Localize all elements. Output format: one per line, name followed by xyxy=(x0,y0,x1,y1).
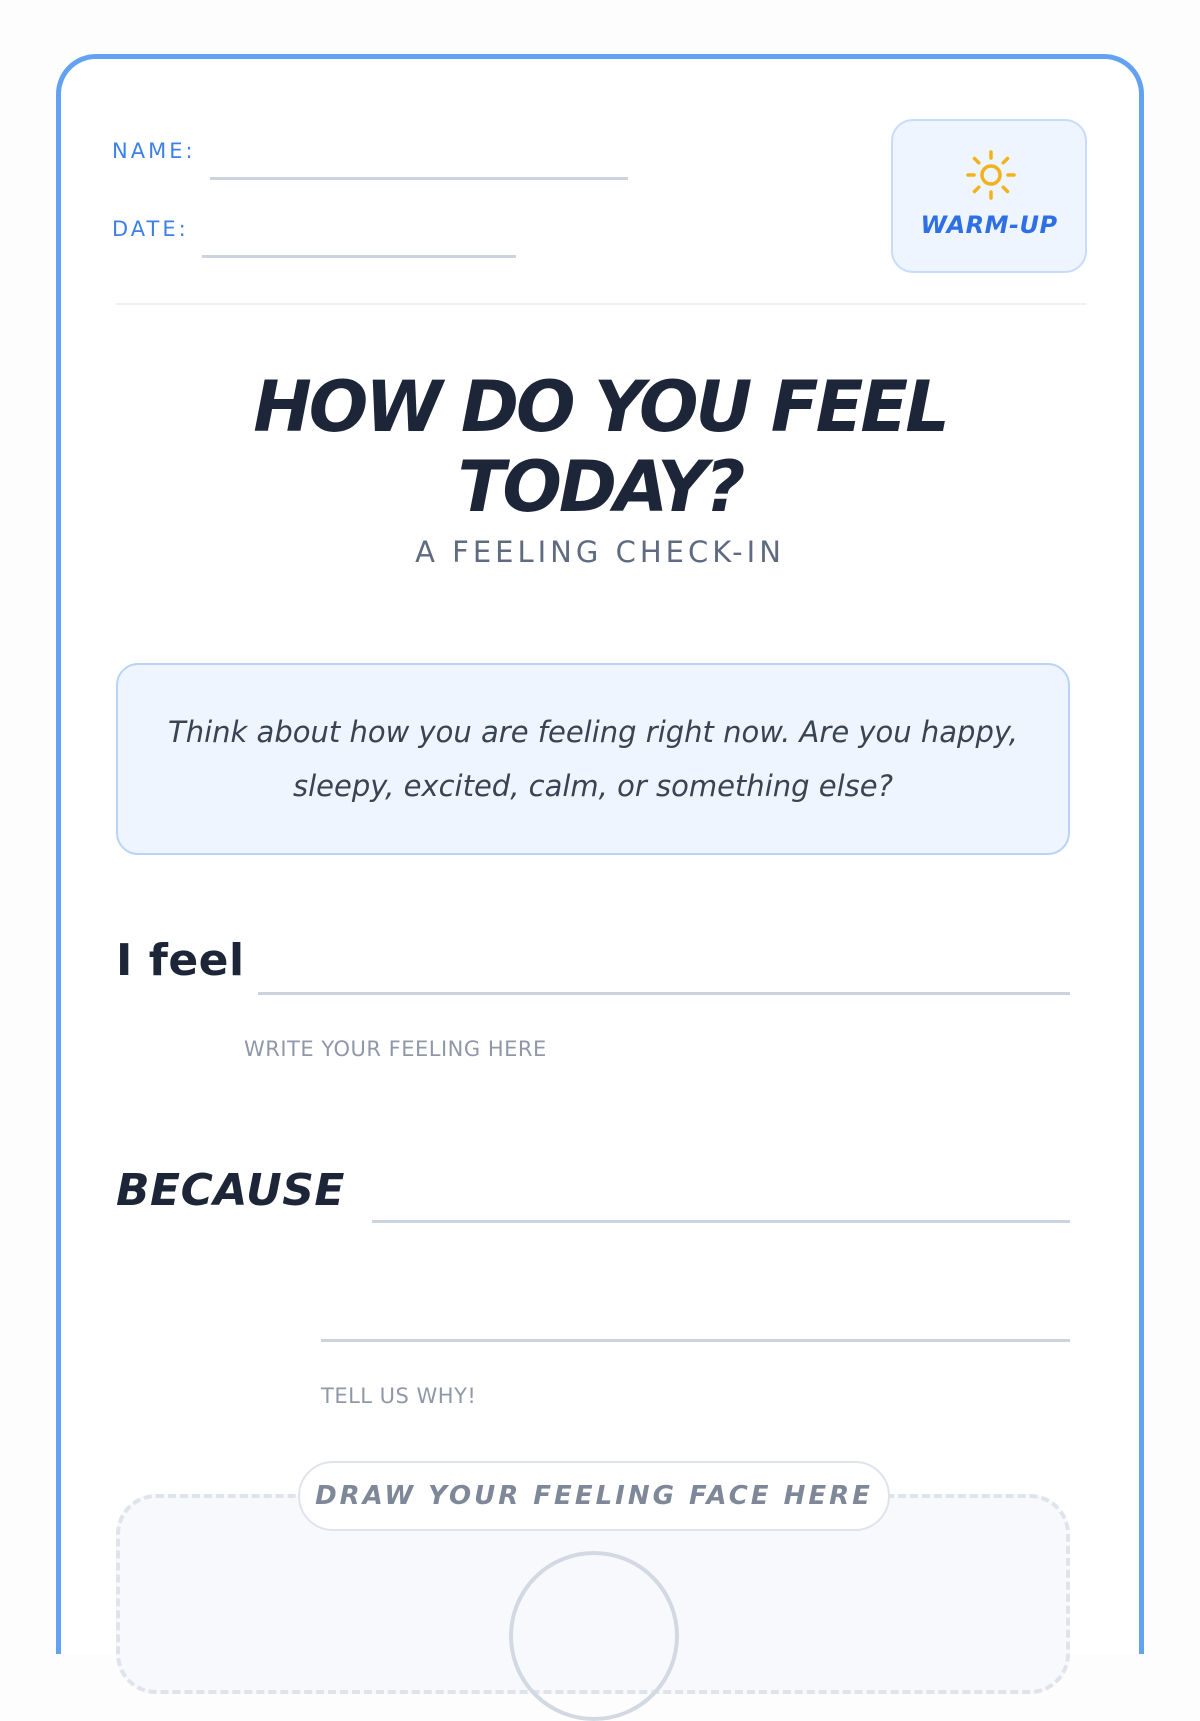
name-field[interactable] xyxy=(210,177,628,180)
warm-up-badge xyxy=(891,119,1087,273)
page-title xyxy=(61,367,1139,527)
because-hint: TELL US WHY! xyxy=(321,1384,477,1408)
date-label: DATE: xyxy=(112,217,189,241)
because-field-line-1[interactable] xyxy=(372,1220,1070,1223)
feeling-hint: WRITE YOUR FEELING HERE xyxy=(244,1037,547,1061)
header-divider xyxy=(116,303,1087,305)
face-outline xyxy=(509,1551,679,1721)
date-field[interactable] xyxy=(202,255,516,258)
name-label: NAME: xyxy=(112,139,196,163)
feeling-field[interactable] xyxy=(258,992,1070,995)
drawing-area-label: DRAW YOUR FEELING FACE HERE xyxy=(298,1461,890,1531)
title-line-2: TODAY? xyxy=(457,446,743,528)
i-feel-label: I feel xyxy=(116,935,245,986)
title-line-1: HOW DO YOU FEEL xyxy=(253,366,947,448)
worksheet xyxy=(56,54,1144,1654)
prompt-box xyxy=(116,663,1070,855)
because-field-line-2[interactable] xyxy=(321,1339,1070,1342)
sun-icon xyxy=(965,149,1017,201)
prompt-text: Think about how you are feeling right now. Are you happy, sleepy, excited, calm, or something else? xyxy=(168,715,1018,803)
badge-label: WARM-UP xyxy=(920,211,1058,239)
page-subtitle: A FEELING CHECK-IN xyxy=(415,535,785,569)
because-label: BECAUSE xyxy=(116,1165,345,1216)
